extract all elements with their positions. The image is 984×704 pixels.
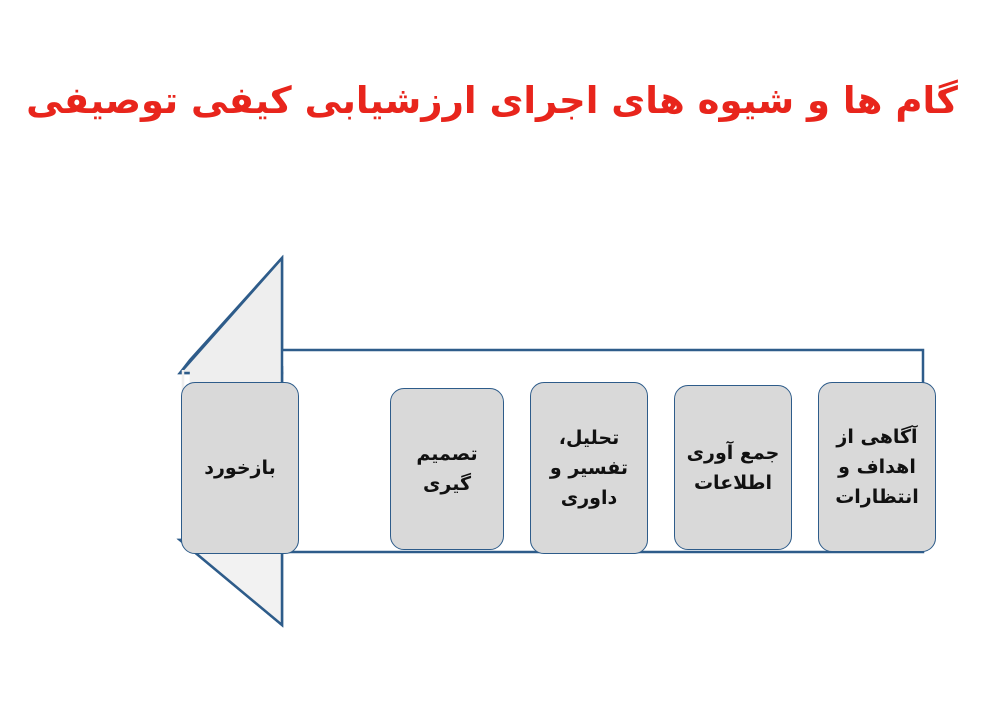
process-step-4-label: تصمیم گیری (416, 443, 478, 495)
process-step-1[interactable] (818, 382, 936, 552)
process-flow-diagram (30, 240, 950, 640)
process-step-2-label: جمع آوری اطلاعات (686, 441, 780, 494)
page-title: گام ها و شیوه های اجرای ارزشیابی کیفی توصیفی (26, 79, 958, 122)
process-step-2[interactable] (674, 385, 792, 550)
process-step-5-label: بازخورد (204, 457, 276, 479)
process-step-5[interactable] (181, 382, 299, 554)
process-step-4[interactable] (390, 388, 504, 550)
process-step-1-label: آگاهی از اهداف و انتظارات (835, 426, 919, 508)
process-step-3-label: تحلیل، تفسیر و داوری (549, 427, 629, 509)
process-step-3[interactable] (530, 382, 648, 554)
